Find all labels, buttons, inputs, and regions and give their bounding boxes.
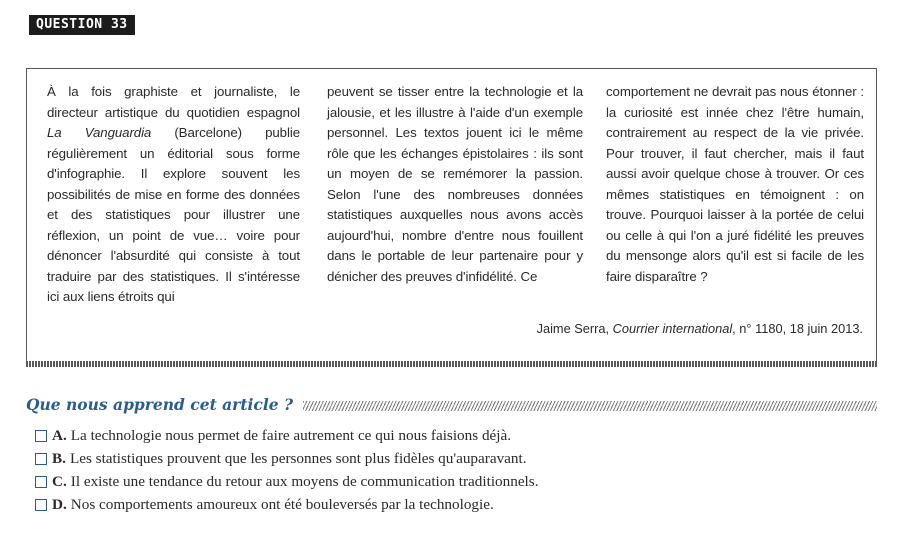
hatch-divider bbox=[303, 401, 877, 411]
option-letter: D. bbox=[52, 495, 67, 513]
article-box-shadow bbox=[26, 361, 877, 367]
source-details: , n° 1180, 18 juin 2013. bbox=[732, 321, 863, 336]
option-a[interactable] bbox=[35, 424, 539, 447]
article-source bbox=[537, 321, 863, 336]
article-text: (Barcelone) publie régulièrement un éditorial sous forme d'infographie. Il explore souvent les possibilités de mise en forme des données et des statistiques pour illustrer une réflexion, un point de vue… voire pour dénoncer l'absurdité qui consiste à tout traduire par des statistiques. Il s'intéresse ici aux liens étroits qui bbox=[47, 125, 300, 304]
option-letter: A. bbox=[52, 426, 67, 444]
question-number-badge: QUESTION 33 bbox=[29, 15, 135, 35]
article-paragraph-3: comportement ne devrait pas nous étonner : la curiosité est innée chez l'être humain, contrairement au respect de la vie privée. Pour trouver, il faut chercher, mais il faut aussi avoir quelque chose à trouver. Or ces mêmes statistiques en témoignent : on trouve. Pourquoi laisser à la portée de celui ou celle à qui l'on a juré fidélité les preuves du mensonge alors qu'il est si facile de les faire disparaître ? bbox=[606, 84, 864, 284]
checkbox-icon[interactable] bbox=[35, 476, 47, 488]
question-prompt: Que nous apprend cet article ? bbox=[26, 394, 294, 414]
option-text: Il existe une tendance du retour aux moyens de communication traditionnels. bbox=[70, 472, 539, 490]
option-text: La technologie nous permet de faire autrement ce qui nous faisions déjà. bbox=[70, 426, 512, 444]
article-paragraph-2: peuvent se tisser entre la technologie et la jalousie, et les illustre à l'aide d'un exemple personnel. Les textos jouent ici le même rôle que les échanges épistolaires : ils sont un moyen de se remémorer la passion. Selon l'une des nombreuses données statistiques auxquelles nous avons accès aujourd'hui, nombre d'entre nous fouillent dans le portable de leur partenaire pour y dénicher des preuves d'infidélité. Ce bbox=[327, 84, 583, 284]
answer-options bbox=[35, 424, 539, 516]
article-text: À la fois graphiste et journaliste, le directeur artistique du quotidien espagnol bbox=[47, 84, 300, 120]
source-publication: Courrier international bbox=[612, 321, 733, 336]
publication-name: La Vanguardia bbox=[47, 125, 152, 140]
article-paragraph-1 bbox=[47, 82, 300, 308]
option-d[interactable] bbox=[35, 493, 539, 516]
article-column-2 bbox=[327, 82, 583, 287]
article-column-3 bbox=[606, 82, 864, 287]
checkbox-icon[interactable] bbox=[35, 499, 47, 511]
checkbox-icon[interactable] bbox=[35, 430, 47, 442]
option-b[interactable] bbox=[35, 447, 539, 470]
option-text: Nos comportements amoureux ont été bouleversés par la technologie. bbox=[70, 495, 494, 513]
option-letter: C. bbox=[52, 472, 67, 490]
option-c[interactable] bbox=[35, 470, 539, 493]
option-text: Les statistiques prouvent que les personnes sont plus fidèles qu'auparavant. bbox=[69, 449, 527, 467]
question-row bbox=[26, 392, 877, 416]
checkbox-icon[interactable] bbox=[35, 453, 47, 465]
source-author: Jaime Serra, bbox=[536, 321, 613, 336]
option-letter: B. bbox=[52, 449, 66, 467]
article-column-1 bbox=[47, 82, 300, 308]
